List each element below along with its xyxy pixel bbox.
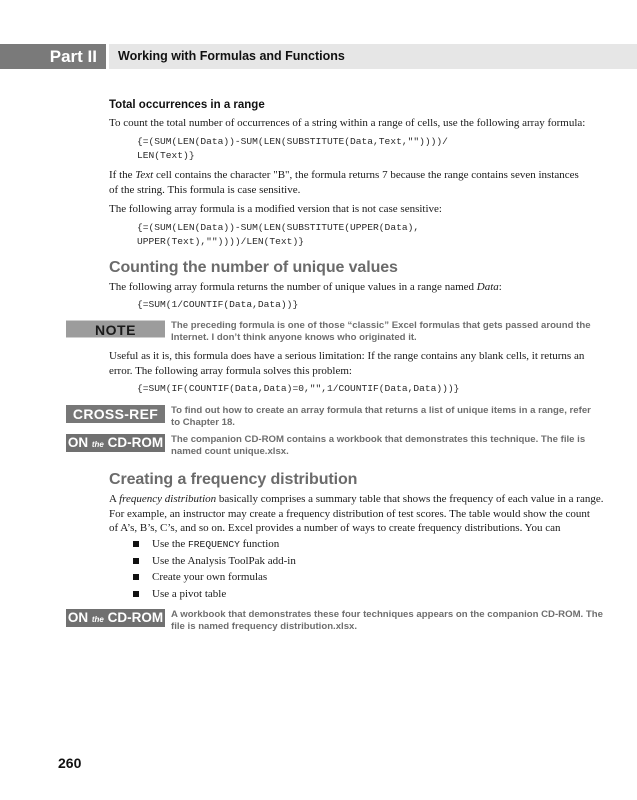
badge-the: the [91, 615, 104, 624]
cross-ref-text [171, 405, 591, 429]
bullet-list [133, 537, 296, 604]
text-run: Use a pivot table [152, 588, 227, 601]
section-heading-unique-values: Counting the number of unique values [109, 259, 398, 276]
text-run: basically comprises a summary table that shows the frequency of each value in a range. [216, 493, 604, 505]
text-run: Create your own formulas [152, 571, 268, 584]
badge-on: ON [67, 610, 89, 625]
page-number: 260 [58, 755, 82, 771]
chapter-title: Working with Formulas and Functions [109, 44, 637, 69]
text-line: For example, an instructor may create a frequency distribution of test scores. The table would show the count [109, 507, 590, 520]
badge-the: the [91, 440, 104, 449]
text-run: If the [109, 169, 136, 181]
bullet-square-icon [133, 558, 139, 564]
note-line: The preceding formula is one of those “classic” Excel formulas that gets passed around the [171, 320, 591, 331]
bullet-square-icon [133, 574, 139, 580]
emphasis: Text [135, 169, 154, 181]
cd-rom-line: A workbook that demonstrates these four techniques appears on the companion CD-ROM. The [171, 609, 603, 620]
badge-cd-rom: CD-ROM [107, 435, 164, 450]
paragraph [109, 168, 579, 197]
list-item [133, 537, 296, 554]
bullet-square-icon [133, 541, 139, 547]
section-heading-total-occurrences: Total occurrences in a range [109, 99, 265, 111]
list-item [133, 587, 296, 604]
cd-rom-line: named count unique.xlsx. [171, 446, 289, 457]
cd-rom-line: The companion CD-ROM contains a workbook that demonstrates this technique. The file is [171, 434, 586, 445]
paragraph: To count the total number of occurrences of a string within a range of cells, use the following array formula: [109, 117, 586, 129]
cd-rom-badge [66, 434, 165, 452]
badge-cd-rom: CD-ROM [107, 610, 164, 625]
section-heading-frequency-distribution: Creating a frequency distribution [109, 471, 358, 488]
cross-ref-line: To find out how to create an array formula that returns a list of unique items in a range, refer [171, 405, 591, 416]
bullet-square-icon [133, 591, 139, 597]
cd-rom-text [171, 609, 603, 633]
emphasis: frequency distribution [119, 493, 217, 505]
text-run: function [239, 538, 280, 550]
paragraph [109, 492, 603, 536]
text-run: cell contains the character "B", the formula returns 7 because the range contains seven instances [153, 169, 579, 181]
paragraph [109, 349, 584, 378]
note-line: Internet. I don’t think anyone knows who originated it. [171, 332, 417, 343]
list-item [133, 570, 296, 587]
text-line: of A’s, B’s, C’s, and so on. Excel provides a number of ways to create frequency distributions. You can [109, 522, 561, 534]
cd-rom-badge [66, 609, 165, 627]
code-line: {=(SUM(LEN(Data))-SUM(LEN(SUBSTITUTE(Data,Text,""))))/ [137, 136, 448, 147]
cd-rom-text [171, 434, 585, 458]
inline-code: FREQUENCY [188, 539, 240, 550]
emphasis: Data [476, 281, 499, 293]
code-line: LEN(Text)} [137, 150, 195, 161]
note-badge: NOTE [66, 320, 165, 338]
badge-on: ON [67, 435, 89, 450]
code-line: {=SUM(1/COUNTIF(Data,Data))} [137, 299, 299, 310]
part-label: Part II [0, 44, 106, 69]
paragraph: The following array formula is a modified version that is not case sensitive: [109, 203, 442, 215]
code-line: UPPER(Text),""))))/LEN(Text)} [137, 236, 304, 247]
code-block [137, 221, 419, 249]
cross-ref-line: to Chapter 18. [171, 417, 235, 428]
text-line: error. The following array formula solves this problem: [109, 364, 352, 377]
paragraph [109, 280, 502, 295]
note-text [171, 320, 591, 344]
text-line: Useful as it is, this formula does have a serious limitation: If the range contains any blank cells, it returns an [109, 350, 585, 362]
code-line: {=SUM(IF(COUNTIF(Data,Data)=0,"",1/COUNTIF(Data,Data)))} [137, 383, 460, 394]
list-item [133, 554, 296, 571]
text-run: : [498, 281, 502, 293]
code-line: {=(SUM(LEN(Data))-SUM(LEN(SUBSTITUTE(UPPER(Data), [137, 222, 420, 233]
text-run: A [109, 493, 120, 505]
code-block [137, 135, 448, 163]
cross-ref-badge: CROSS-REF [66, 405, 165, 423]
text-run: of the string. This formula is case sensitive. [109, 183, 301, 196]
text-run: Use the Analysis ToolPak add-in [152, 554, 296, 567]
text-run: Use the [152, 538, 189, 550]
text-run: The following array formula returns the number of unique values in a range named [109, 281, 477, 293]
cd-rom-line: file is named frequency distribution.xlsx. [171, 621, 358, 632]
